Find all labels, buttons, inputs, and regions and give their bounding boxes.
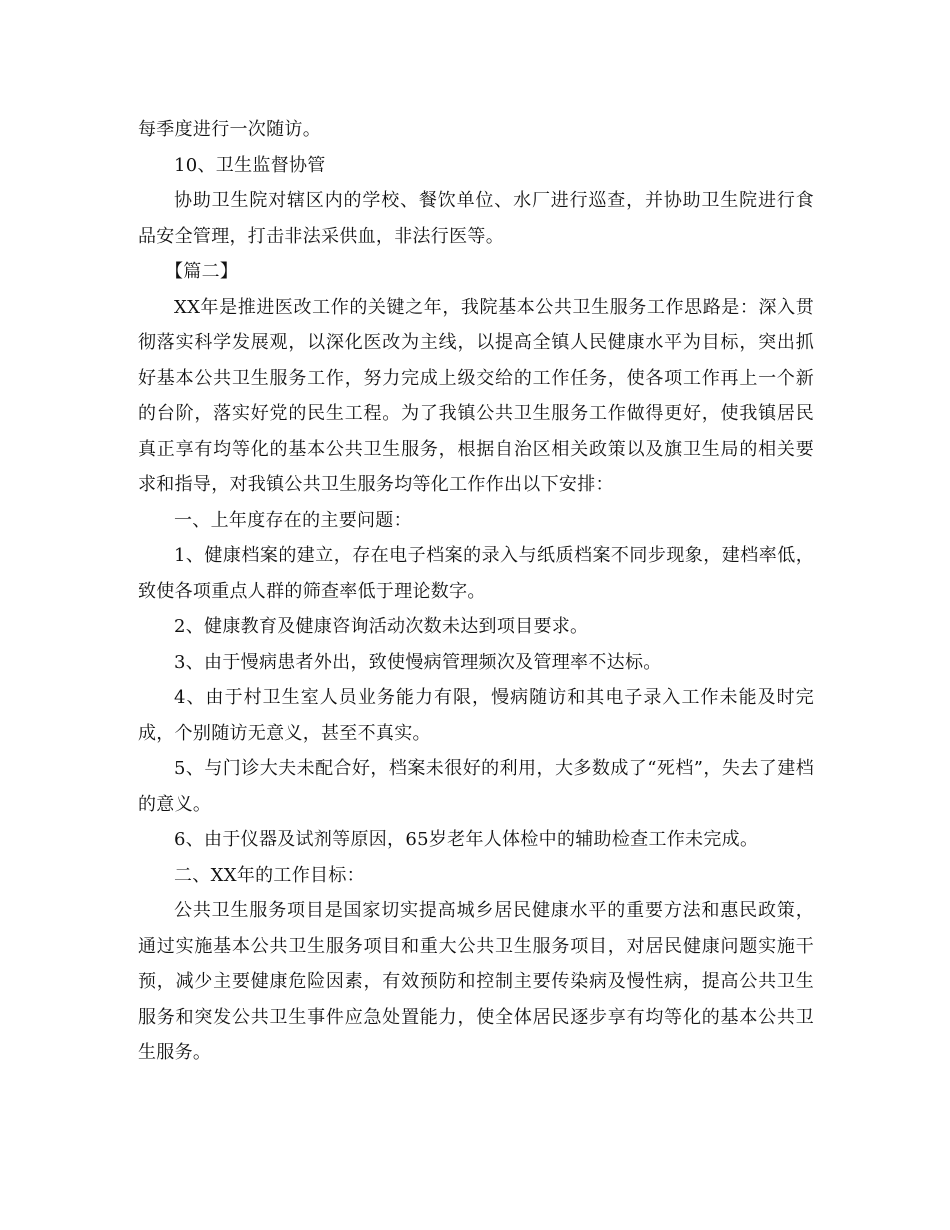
paragraph-health-supervision-body: 协助卫生院对辖区内的学校、餐饮单位、水厂进行巡查，并协助卫生院进行食品安全管理，打击非法采供血，非法行医等。 [138, 190, 814, 247]
paragraph-heading-previous-problems: 一、上年度存在的主要问题： [174, 509, 412, 531]
document-body [138, 112, 814, 1071]
paragraph-work-plan-intro: XX年是推进医改工作的关键之年，我院基本公共卫生服务工作思路是：深入贯彻落实科学发展观，以深化医改为主线，以提高全镇人民健康水平为目标，突出抓好基本公共卫生服务工作，努力完成上级交给的工作任务，使各项工作再上一个新的台阶，落实好党的民生工程。为了我镇公共卫生服务工作做得更好，使我镇居民真正享有均等化的基本公共卫生服务，根据自治区相关政策以及旗卫生局的相关要求和指导，对我镇公共卫生服务均等化工作作出以下安排： [138, 296, 814, 495]
paragraph-work-goals-body: 公共卫生服务项目是国家切实提高城乡居民健康水平的重要方法和惠民政策，通过实施基本公共卫生服务项目和重大公共卫生服务项目，对居民健康问题实施干预，减少主要健康危险因素，有效预防和控制主要传染病及慢性病，提高公共卫生服务和突发公共卫生事件应急处置能力，使全体居民逐步享有均等化的基本公共卫生服务。 [138, 900, 814, 1063]
paragraph-followup-tail: 每季度进行一次随访。 [138, 119, 321, 140]
paragraph-problem-1: 1、健康档案的建立，存在电子档案的录入与纸质档案不同步现象，建档率低，致使各项重点人群的筛查率低于理论数字。 [138, 545, 814, 602]
paragraph-heading-health-supervision: 10、卫生监督协管 [174, 154, 326, 176]
paragraph-problem-4: 4、由于村卫生室人员业务能力有限，慢病随访和其电子录入工作未能及时完成，个别随访无意义，甚至不真实。 [138, 687, 814, 744]
paragraph-heading-work-goals: 二、XX年的工作目标： [174, 864, 365, 886]
paragraph-problem-6: 6、由于仪器及试剂等原因，65岁老年人体检中的辅助检查工作未完成。 [174, 829, 759, 850]
paragraph-problem-3: 3、由于慢病患者外出，致使慢病管理频次及管理率不达标。 [174, 651, 662, 673]
paragraph-problem-5: 5、与门诊大夫未配合好，档案未很好的利用，大多数成了“死档”，失去了建档的意义。 [138, 758, 814, 815]
section-heading-part-two: 【篇二】 [165, 261, 239, 282]
paragraph-problem-2: 2、健康教育及健康咨询活动次数未达到项目要求。 [174, 616, 589, 637]
